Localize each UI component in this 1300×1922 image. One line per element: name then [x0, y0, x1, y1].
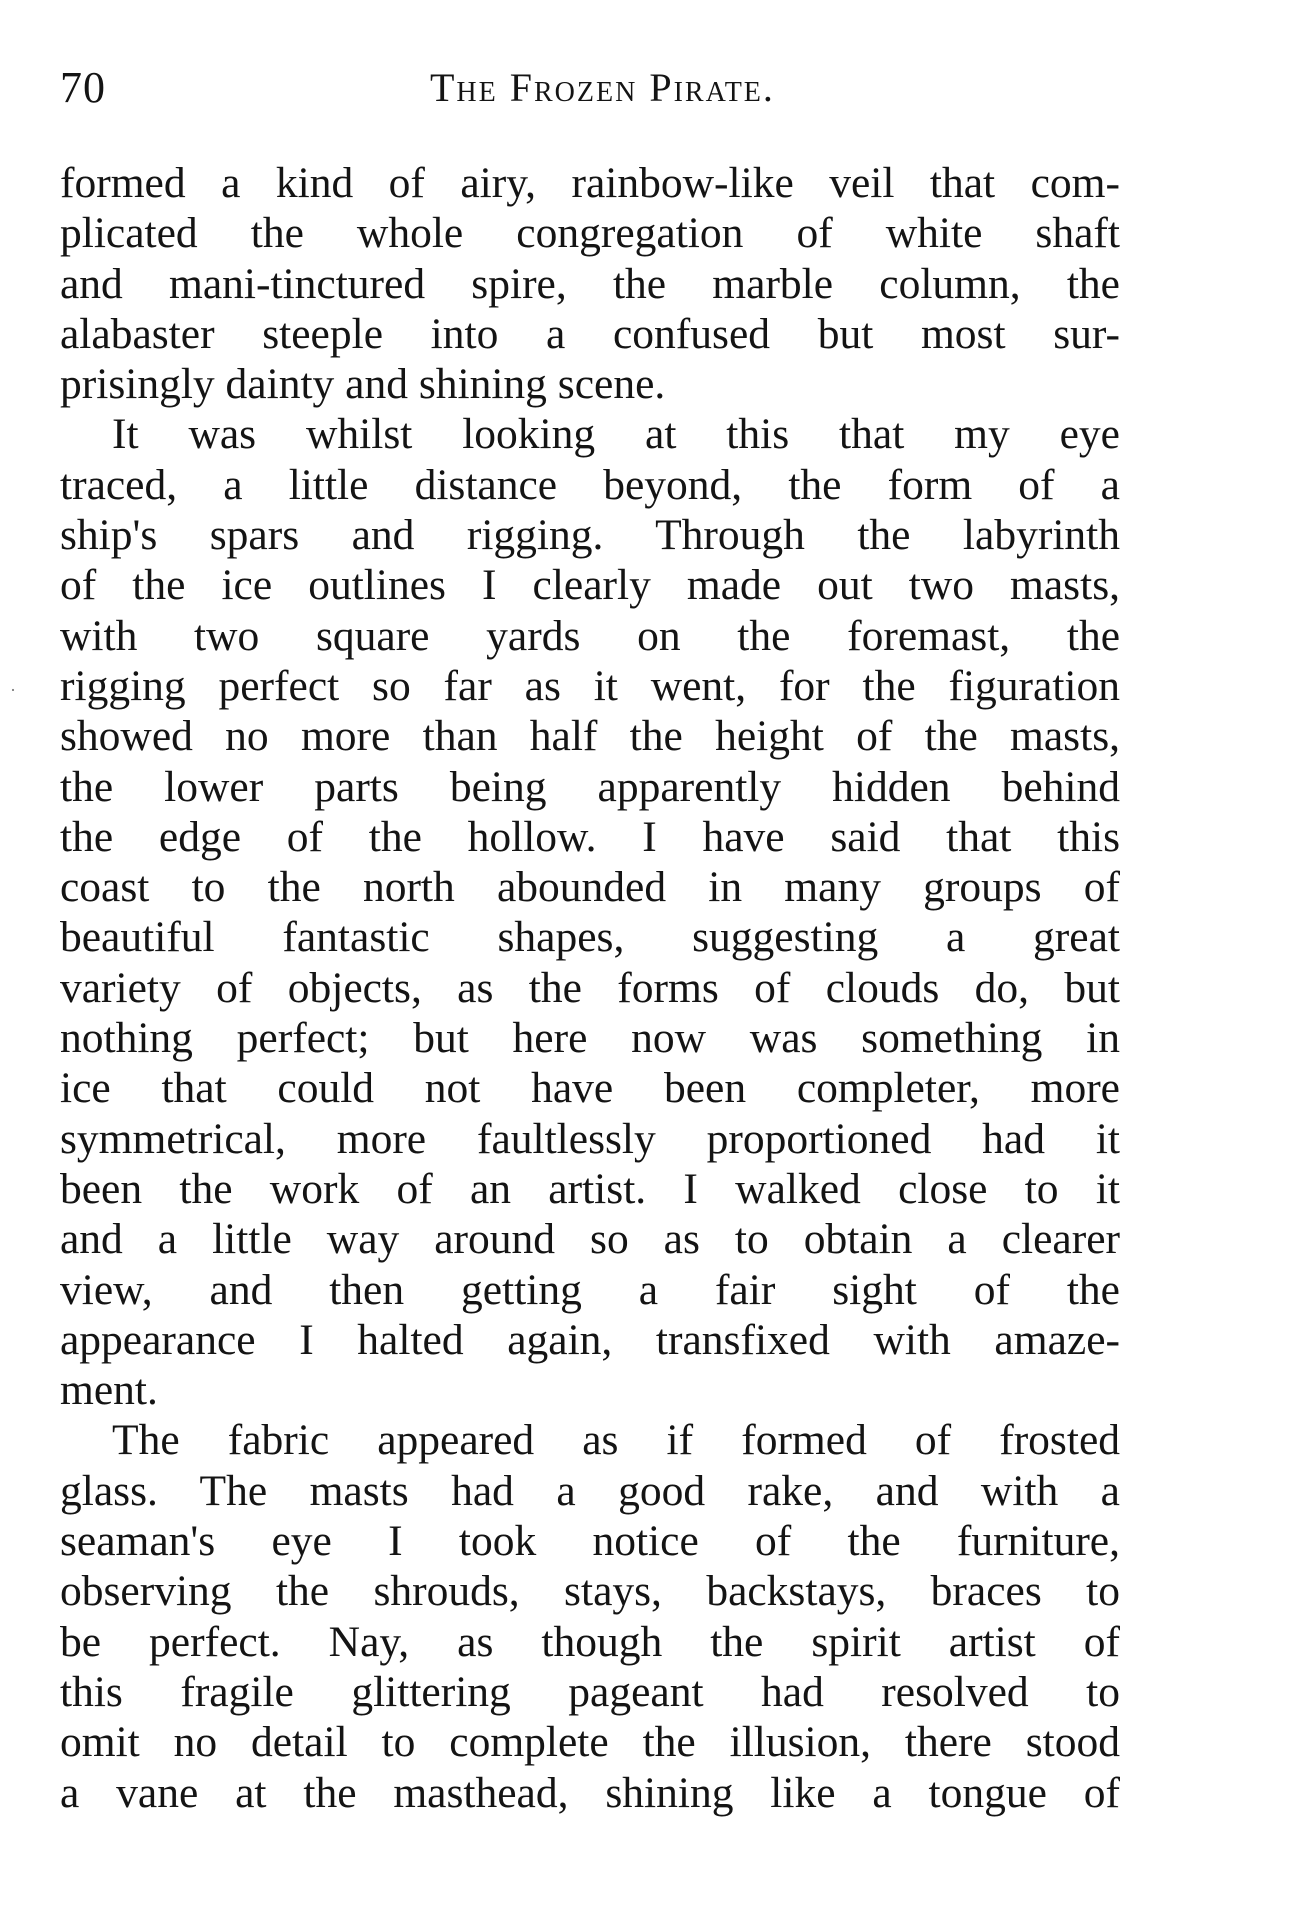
text-line: beautiful fantastic shapes, suggesting a great: [60, 913, 1120, 962]
running-head: [60, 58, 1120, 118]
text-line: appearance I halted again, transfixed with amaze-: [60, 1315, 1120, 1364]
text-line: the edge of the hollow. I have said that this: [60, 812, 1120, 861]
text-line: with two square yards on the foremast, the: [60, 611, 1120, 660]
paragraph-end-line: ment.: [60, 1366, 158, 1415]
text-line: and a little way around so as to obtain a clearer: [60, 1215, 1120, 1264]
text-line: of the ice outlines I clearly made out two masts,: [60, 561, 1120, 610]
page-number: 70: [60, 63, 106, 112]
running-title: The Frozen Pirate.: [430, 65, 775, 110]
text-line: this fragile glittering pageant had resolved to: [60, 1667, 1120, 1716]
text-line: and mani-tinctured spire, the marble column, the: [60, 259, 1120, 308]
paragraph-end-line: prisingly dainty and shining scene.: [60, 360, 666, 409]
text-line: traced, a little distance beyond, the form of a: [60, 460, 1120, 509]
text-line: symmetrical, more faultlessly proportioned had it: [60, 1114, 1120, 1163]
text-line: seaman's eye I took notice of the furniture,: [60, 1517, 1120, 1566]
text-line: been the work of an artist. I walked close to it: [60, 1164, 1120, 1213]
text-line: variety of objects, as the forms of clouds do, but: [60, 963, 1120, 1012]
text-line: observing the shrouds, stays, backstays, braces to: [60, 1567, 1120, 1616]
text-line: omit no detail to complete the illusion, there stood: [60, 1718, 1120, 1767]
text-line: glass. The masts had a good rake, and with a: [60, 1466, 1120, 1515]
text-line: coast to the north abounded in many groups of: [60, 863, 1120, 912]
margin-speck: ·: [10, 680, 16, 700]
paragraph-start-line: It was whilst looking at this that my eye: [112, 410, 1120, 459]
text-line: a vane at the masthead, shining like a tongue of: [60, 1768, 1120, 1817]
text-line: ship's spars and rigging. Through the labyrinth: [60, 511, 1120, 560]
text-line: formed a kind of airy, rainbow-like veil that com-: [60, 159, 1120, 207]
text-line: view, and then getting a fair sight of the: [60, 1265, 1120, 1314]
text-line: alabaster steeple into a confused but most sur-: [60, 309, 1120, 358]
text-line: nothing perfect; but here now was something in: [60, 1014, 1120, 1063]
text-line: ice that could not have been completer, more: [60, 1064, 1120, 1113]
text-line: the lower parts being apparently hidden behind: [60, 762, 1120, 811]
text-line: plicated the whole congregation of white shaft: [60, 209, 1120, 258]
paragraph-start-line: The fabric appeared as if formed of frosted: [112, 1416, 1120, 1465]
text-line: be perfect. Nay, as though the spirit artist of: [60, 1617, 1120, 1666]
body-text: [60, 158, 1120, 1818]
text-line: showed no more than half the height of the masts,: [60, 712, 1120, 761]
text-line: rigging perfect so far as it went, for the figuration: [60, 661, 1120, 710]
